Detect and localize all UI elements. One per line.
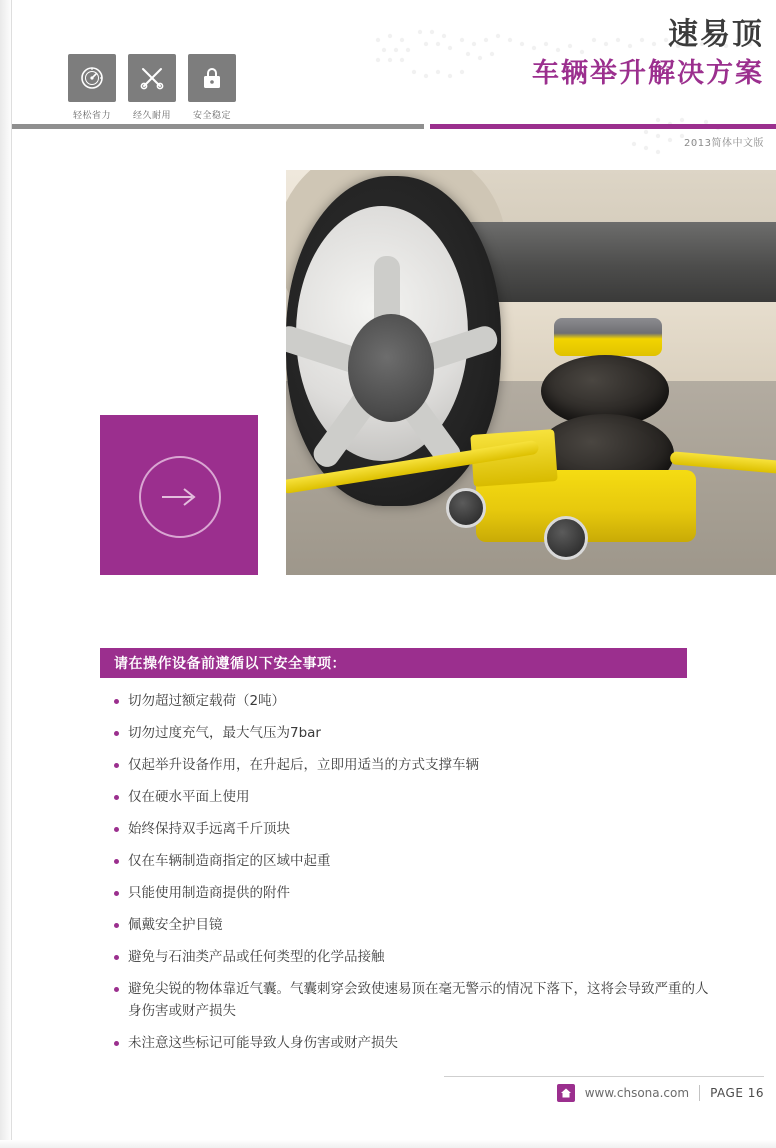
list-item: 仅在车辆制造商指定的区域中起重 xyxy=(112,850,712,872)
list-item: 仅在硬水平面上使用 xyxy=(112,786,712,808)
vehicle-wheel-rim xyxy=(296,206,468,461)
feature-label: 安全稳定 xyxy=(192,111,231,121)
list-item: 佩戴安全护目镜 xyxy=(112,914,712,936)
feature-item-effortless xyxy=(68,54,116,121)
jack-caster-rear xyxy=(544,516,588,560)
jack-top-plate xyxy=(554,318,662,356)
vehicle-side-sill xyxy=(466,222,776,302)
page-left-edge-line xyxy=(11,0,12,1148)
list-item: 只能使用制造商提供的附件 xyxy=(112,882,712,904)
safety-list xyxy=(112,690,712,1064)
feature-label: 经久耐用 xyxy=(132,111,171,121)
header-rule-grey xyxy=(12,124,424,129)
list-item: 避免与石油类产品或任何类型的化学品接触 xyxy=(112,946,712,968)
page-bottom-edge xyxy=(0,1140,776,1148)
feature-label: 轻松省力 xyxy=(72,111,111,121)
brand-title: 速易顶 xyxy=(668,17,764,52)
list-item: 仅起举升设备作用，在升起后，立即用适当的方式支撑车辆 xyxy=(112,754,712,776)
footer-website[interactable]: www.chsona.com xyxy=(584,1086,690,1100)
page-header xyxy=(0,0,776,152)
gauge-icon xyxy=(68,54,116,102)
tools-icon xyxy=(128,54,176,102)
page-number: PAGE 16 xyxy=(710,1086,764,1100)
list-item: 避免尖锐的物体靠近气囊。气囊刺穿会致使速易顶在毫无警示的情况下落下，这将会导致严重的人身伤害或财产损失 xyxy=(112,978,712,1022)
edition-label: 2013简体中文版 xyxy=(684,138,764,149)
feature-item-durable xyxy=(128,54,176,121)
lock-icon xyxy=(188,54,236,102)
list-item: 始终保持双手远离千斤顶块 xyxy=(112,818,712,840)
footer-separator xyxy=(699,1085,700,1101)
list-item: 切勿超过额定载荷（2吨） xyxy=(112,690,712,712)
list-item: 未注意这些标记可能导致人身伤害或财产损失 xyxy=(112,1032,712,1054)
safety-heading-bar xyxy=(100,648,687,678)
page-footer xyxy=(557,1084,764,1102)
header-rule-purple xyxy=(430,124,776,129)
safety-heading-text: 请在操作设备前遵循以下安全事项： xyxy=(114,656,346,672)
hero-product-photo xyxy=(286,170,776,575)
list-item: 切勿过度充气，最大气压为7bar xyxy=(112,722,712,744)
home-icon xyxy=(557,1084,575,1102)
feature-item-safe xyxy=(188,54,236,121)
document-title-block xyxy=(356,16,776,92)
rim-hub xyxy=(348,314,434,422)
arrow-right-icon xyxy=(139,456,221,538)
footer-divider xyxy=(444,1076,764,1077)
arrow-callout-card[interactable] xyxy=(100,415,258,575)
feature-icon-group xyxy=(68,54,236,121)
jack-caster-front xyxy=(446,488,486,528)
brand-subtitle: 车辆举升解决方案 xyxy=(532,58,764,89)
